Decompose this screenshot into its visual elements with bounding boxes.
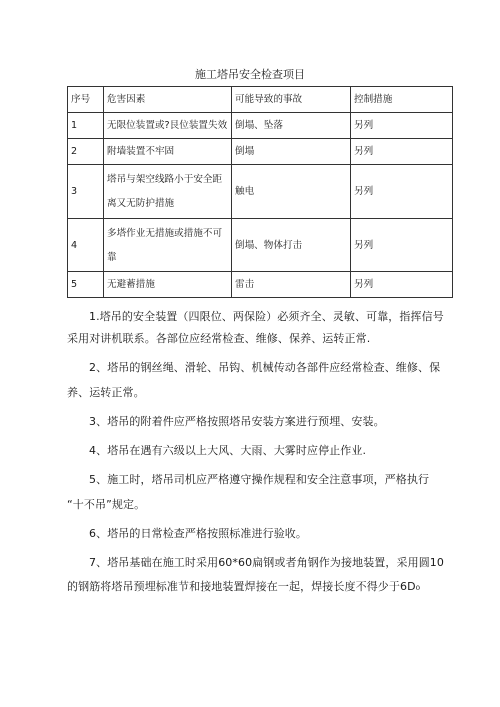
paragraph [67, 443, 455, 459]
row-hazard [104, 165, 232, 219]
body-text [67, 309, 455, 595]
row-number: 3 [68, 165, 104, 219]
row-number: 1 [68, 113, 104, 139]
row-hazard-line: 塔吊与架空线路小于安全距 [107, 174, 223, 185]
table-row [68, 219, 453, 272]
row-control: 另列 [351, 139, 453, 165]
row-control: 另列 [351, 165, 453, 219]
table-row [68, 165, 453, 219]
row-hazard-line: 多塔作业无措施或措施不可 [107, 227, 223, 239]
header-cell-control: 控制措施 [351, 87, 453, 113]
row-accident: 触电 [232, 165, 351, 219]
paragraph [67, 472, 455, 513]
header-cell-no: 序号 [68, 87, 104, 113]
hazard-table [67, 86, 453, 298]
header-cell-accident: 可能导致的事故 [232, 87, 351, 113]
row-accident: 倒塌 [232, 139, 351, 165]
paragraph [67, 414, 455, 430]
paragraph [67, 526, 455, 542]
row-hazard: 附墙装置不牢固 [104, 139, 232, 165]
paragraph-line: 采用对讲机联系。各部位应经常检查、维修、保养、运转正常. [67, 332, 371, 345]
paragraph [67, 555, 455, 595]
row-hazard [104, 219, 232, 272]
paragraph-line: “十不吊”规定。 [67, 498, 146, 511]
row-hazard-line: 离又无防护措施 [107, 198, 175, 209]
row-control: 另列 [351, 219, 453, 272]
paragraph-line: 7、塔吊基础在施工时采用60*60扁钢或者角钢作为接地装置，采用圆10 [89, 556, 444, 569]
row-number: 4 [68, 219, 104, 272]
row-hazard: 无限位装置或?艮位装置失效 [104, 113, 232, 139]
header-cell-hazard: 危害因素 [104, 87, 232, 113]
paragraph-line: 1.塔吊的安全装置（四限位、两保险）必须齐全、灵敏、可靠，指挥信号 [89, 310, 444, 323]
table-row [68, 272, 453, 298]
table-row [68, 113, 453, 139]
row-accident: 倒塌、物体打击 [232, 219, 351, 272]
row-control: 另列 [351, 272, 453, 298]
row-accident: 雷击 [232, 272, 351, 298]
row-number: 2 [68, 139, 104, 165]
paragraph-line: 5、施工时，塔吊司机应严格遵守操作规程和安全注意事项，严格执行 [89, 473, 430, 486]
paragraph-line: 2、塔吊的钢丝绳、滑轮、吊钩、机械传动各部件应经常检查、维修、保 [89, 361, 441, 374]
paragraph-line: 养、运转正常。 [67, 386, 145, 399]
row-hazard-line: 靠 [107, 251, 117, 263]
table-row [68, 139, 453, 165]
paragraph-line: 3、塔吊的附着件应严格按照塔吊安装方案进行预埋、安装。 [89, 415, 385, 428]
row-hazard: 无避蓄措施 [104, 272, 232, 298]
row-number: 5 [68, 272, 104, 298]
row-accident: 倒塌、坠落 [232, 113, 351, 139]
document-title: 施工塔吊安全检查项目 [195, 68, 305, 81]
paragraph-line: 的钢筋将塔吊预埋标准节和接地装置焊接在一起，焊接长度不得少于6D₀ [67, 580, 421, 593]
row-control: 另列 [351, 113, 453, 139]
paragraph [67, 360, 455, 401]
paragraph-line: 4、塔吊在遇有六级以上大风、大雨、大雾时应停止作业. [89, 444, 367, 457]
paragraph [67, 309, 455, 347]
paragraph-line: 6、塔吊的日常检查严格按照标准进行验收。 [89, 527, 307, 540]
table-header-row [68, 87, 453, 113]
